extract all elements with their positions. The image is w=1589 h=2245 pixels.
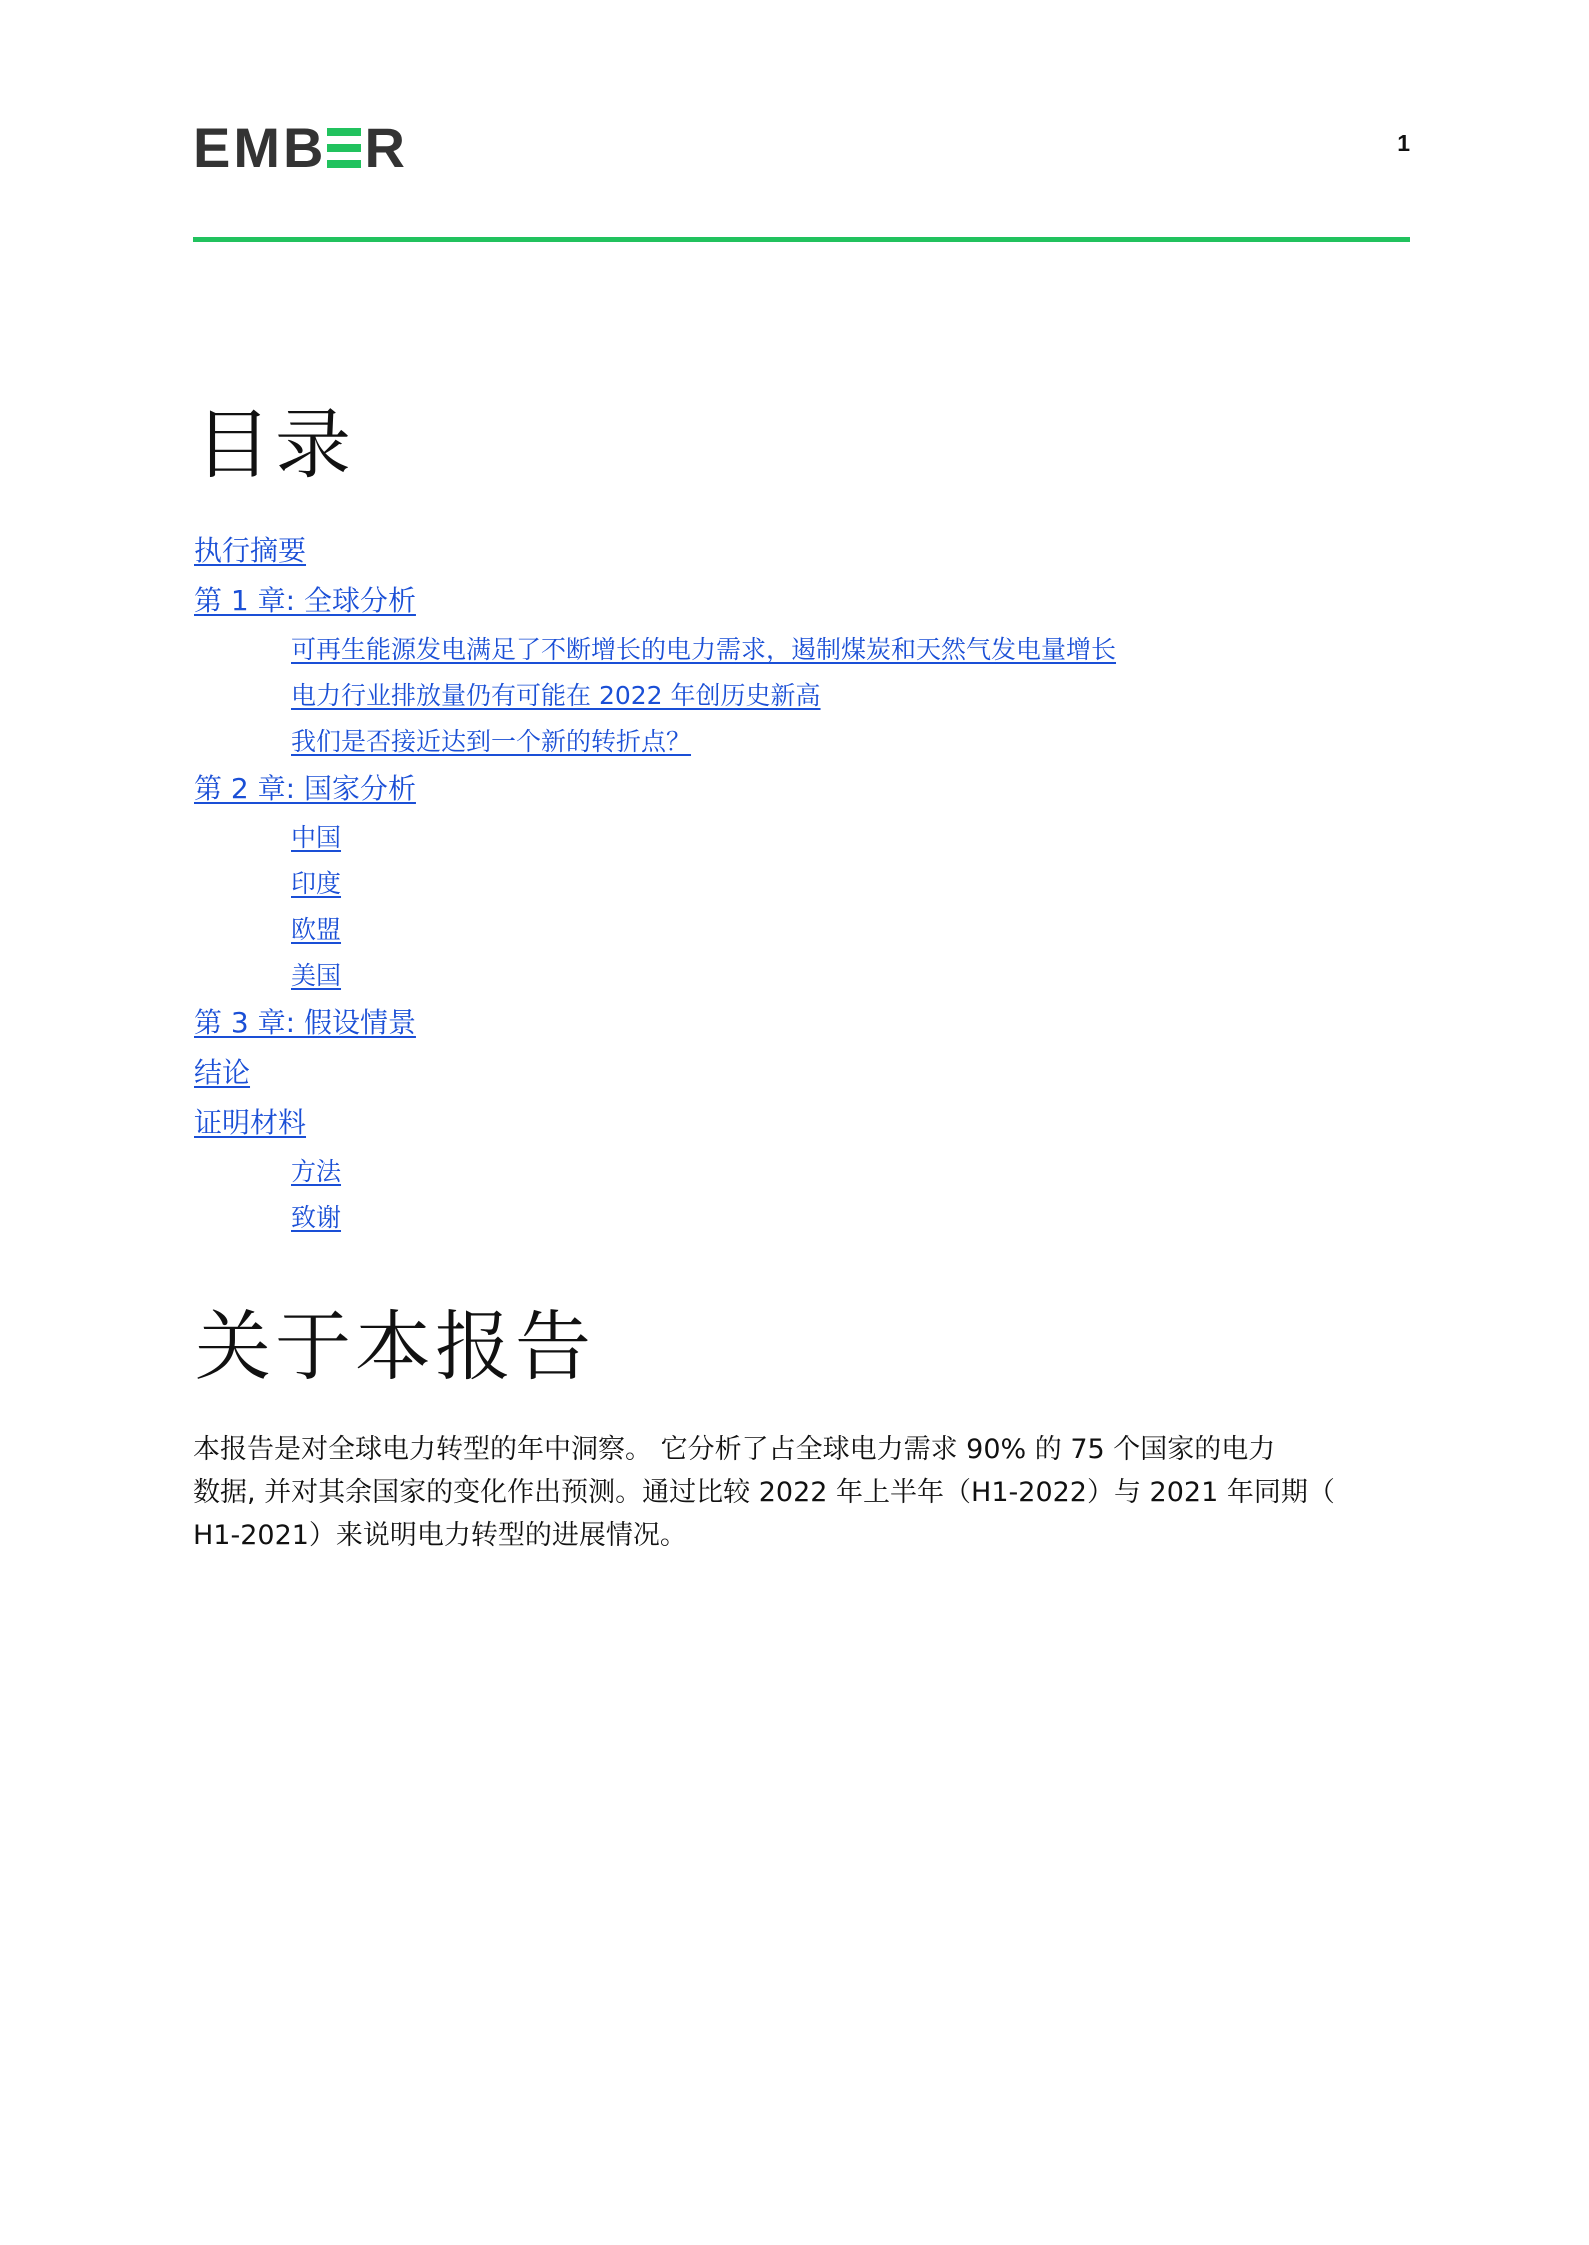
toc-link-usa[interactable]: 美国 xyxy=(291,961,342,990)
toc-link-supporting-materials[interactable]: 证明材料 xyxy=(194,1106,307,1139)
toc-link-emissions-record[interactable]: 电力行业排放量仍有可能在 2022 年创历史新高 xyxy=(291,681,821,710)
toc-link-chapter-1[interactable]: 第 1 章: 全球分析 xyxy=(194,584,416,617)
toc-link-turning-point[interactable]: 我们是否接近达到一个新的转折点？ xyxy=(291,727,692,756)
about-title: 关于本报告 xyxy=(195,1302,595,1391)
toc-link-acknowledgements[interactable]: 致谢 xyxy=(291,1203,342,1232)
toc-link-india[interactable]: 印度 xyxy=(291,869,342,898)
toc-link-chapter-2[interactable]: 第 2 章: 国家分析 xyxy=(194,772,416,805)
toc-link-methodology[interactable]: 方法 xyxy=(291,1157,342,1186)
toc-link-conclusion[interactable]: 结论 xyxy=(194,1056,251,1089)
toc-link-renewables-demand[interactable]: 可再生能源发电满足了不断增长的电力需求，遏制煤炭和天然气发电量增长 xyxy=(291,635,1117,664)
about-line-2: 数据, 并对其余国家的变化作出预测。通过比较 2022 年上半年（H1-2022）与 2021 年同期（ xyxy=(193,1477,1335,1508)
toc-link-china[interactable]: 中国 xyxy=(291,823,342,852)
logo-text-right: R xyxy=(364,116,408,179)
ember-logo xyxy=(193,118,408,178)
header-divider xyxy=(193,237,1410,242)
toc-title: 目录 xyxy=(195,400,355,489)
toc-link-executive-summary[interactable]: 执行摘要 xyxy=(194,534,307,567)
about-line-3: H1-2021）来说明电力转型的进展情况。 xyxy=(193,1520,687,1551)
about-line-1: 本报告是对全球电力转型的年中洞察。 它分析了占全球电力需求 90% 的 75 个国家的电力 xyxy=(193,1434,1276,1465)
logo-e-bars-icon xyxy=(327,128,361,168)
toc-link-eu[interactable]: 欧盟 xyxy=(291,915,342,944)
about-paragraph xyxy=(193,1428,1418,1557)
toc-link-chapter-3[interactable]: 第 3 章: 假设情景 xyxy=(194,1006,416,1039)
logo-text-left: EMB xyxy=(193,116,327,179)
page-number: 1 xyxy=(1397,130,1410,156)
